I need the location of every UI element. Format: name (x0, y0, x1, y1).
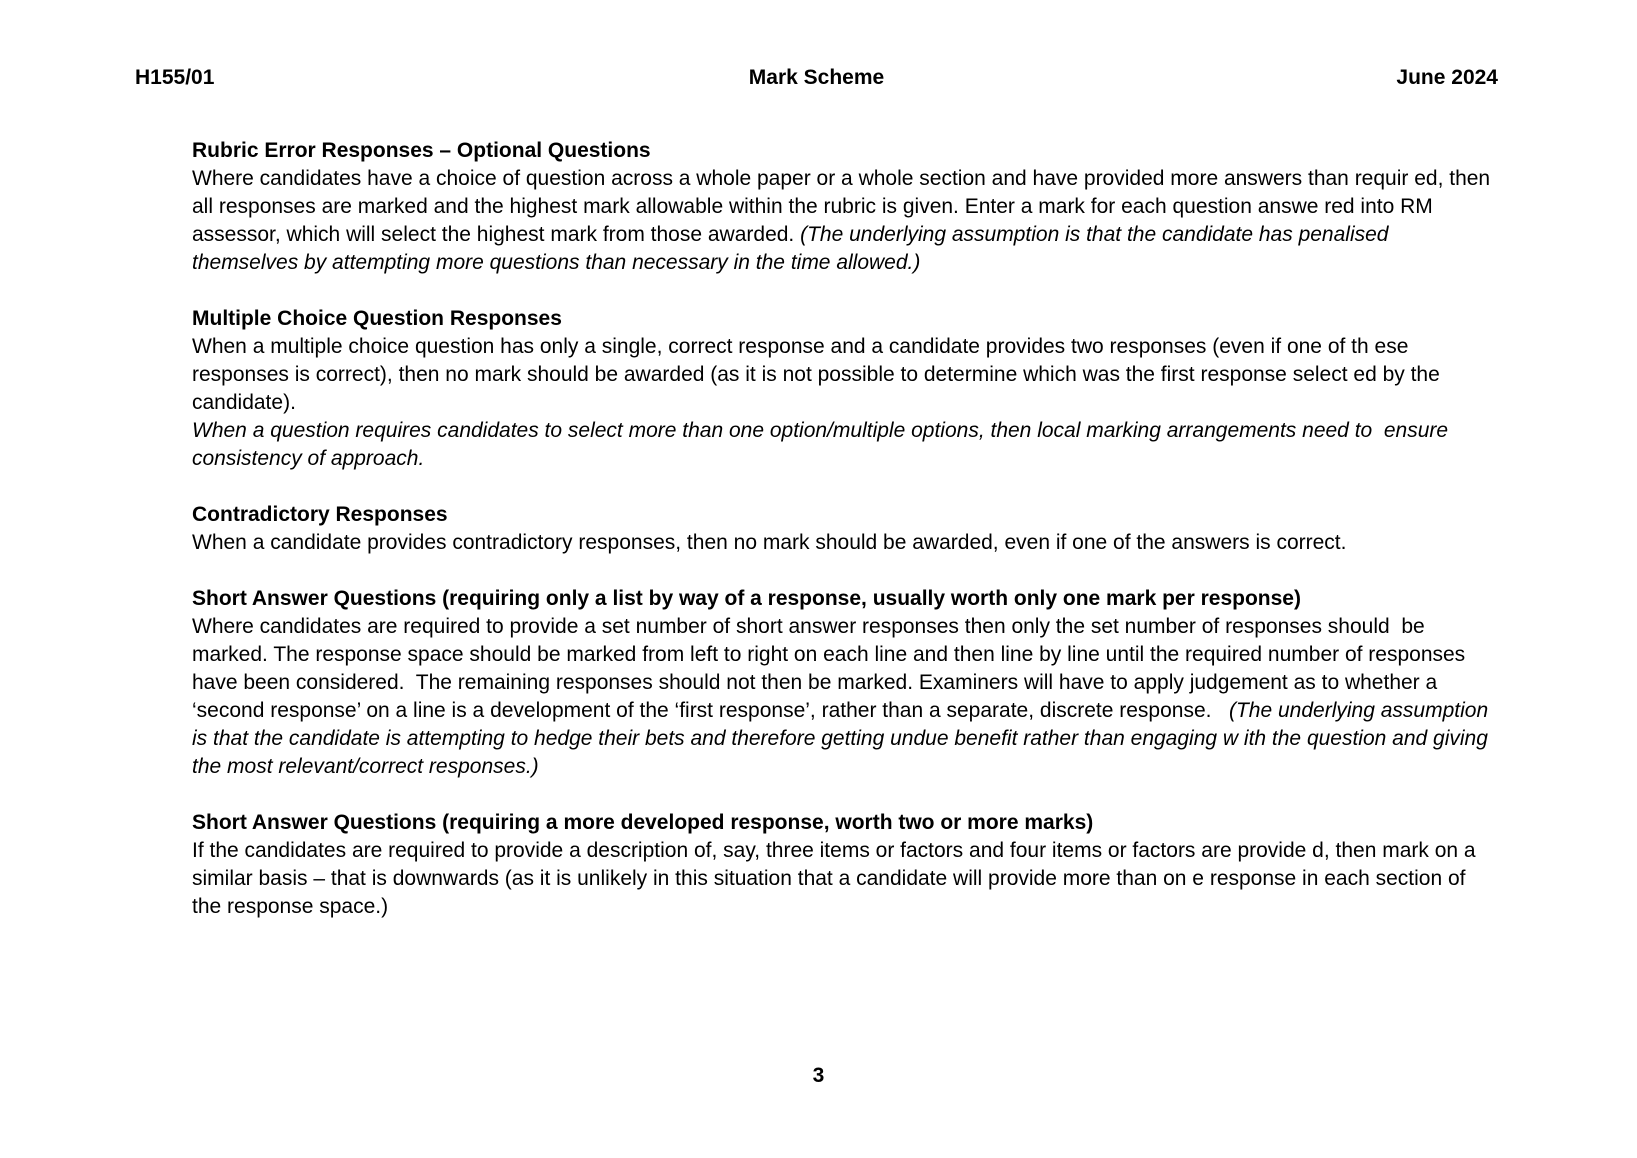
section-short-answer-questions-developed (192, 809, 1500, 921)
text-run: ) (1293, 587, 1301, 610)
text-run: one mark per response (1062, 587, 1294, 610)
text-run: When a multiple choice question has only a single, correct response and a candidate provides two responses (even if one of th ese responses is correct), then no mark should be awarded (as it is not possible to determine which was the first response select ed by the candidate). (192, 335, 1446, 414)
text-run: Short Answer Questions (requiring a more developed response, worth (192, 811, 899, 834)
section-heading (192, 585, 1500, 613)
text-run: (The underlying assumption is that the candidate has penalised themselves by attempting more questions than necessary in the time allowed.) (192, 223, 1395, 274)
text-run: When a candidate provides contradictory responses, then no mark should be awarded, even if one of the answers is correct. (192, 531, 1347, 554)
page-number: 3 (812, 1064, 825, 1087)
section-heading (192, 809, 1500, 837)
header-date: June 2024 (1396, 66, 1498, 89)
section-multiple-choice-question-responses (192, 305, 1500, 473)
text-run: If the candidates are required to provide a description of, say, three items or factors and four items or factors are provide d, then mark on a similar basis – that is downwards (as it is unlikely in this situation that a candidate will provide more than on e response in each section of the response space.) (192, 839, 1482, 918)
section-contradictory-responses (192, 501, 1500, 557)
section-heading (192, 305, 1500, 333)
section-short-answer-questions-list (192, 585, 1500, 781)
paragraph (192, 333, 1500, 417)
page-footer (0, 1062, 1637, 1090)
section-heading (192, 137, 1500, 165)
text-run: Rubric Error Responses – Optional Questions (192, 139, 651, 162)
header-title: Mark Scheme (748, 66, 885, 89)
text-run: Contradictory Responses (192, 503, 448, 526)
text-run: Multiple Choice Question Responses (192, 307, 562, 330)
document-sections (192, 137, 1500, 949)
text-run: Short Answer Questions (requiring only a list by way of a response, usually worth only (192, 587, 1063, 610)
section-heading (192, 501, 1500, 529)
header-doc-code: H155/01 (135, 66, 215, 89)
text-run: Where candidates are required to provide a set number of short answer responses then only the set number of responses should be marked. The response space should be marked from left to right on each line and then line by line until the required number of responses have been considered. The remaining responses should not then be marked. Examiners will have to apply judgement as to whether a ‘second response’ on a line is a development of the ‘first response’, rather than a separate, discrete response. (192, 615, 1472, 722)
text-run: ) (1086, 811, 1094, 834)
page-header (135, 64, 1498, 92)
paragraph (192, 837, 1500, 921)
paragraph (192, 613, 1500, 781)
paragraph (192, 417, 1500, 473)
text-run: Where candidates have a choice of question across a whole paper or a whole section and have provided more answers than requir ed, then all responses are marked and the highest mark allowable within the rubric is given. Enter a mark for each question answe red into RM assessor, which will select the highest mark from those awarded. (192, 167, 1496, 246)
paragraph (192, 165, 1500, 277)
section-rubric-error-responses-optional-questions (192, 137, 1500, 277)
paragraph (192, 529, 1500, 557)
text-run: When a question requires candidates to select more than one option/multiple options, then local marking arrangements need to ensure consistency of approach. (192, 419, 1454, 470)
text-run: (The underlying assumption is that the candidate is attempting to hedge their bets and therefore getting undue benefit rather than engaging w ith the question and giving the most relevant/correct responses.) (192, 699, 1494, 778)
text-run: two or more marks (898, 811, 1087, 834)
